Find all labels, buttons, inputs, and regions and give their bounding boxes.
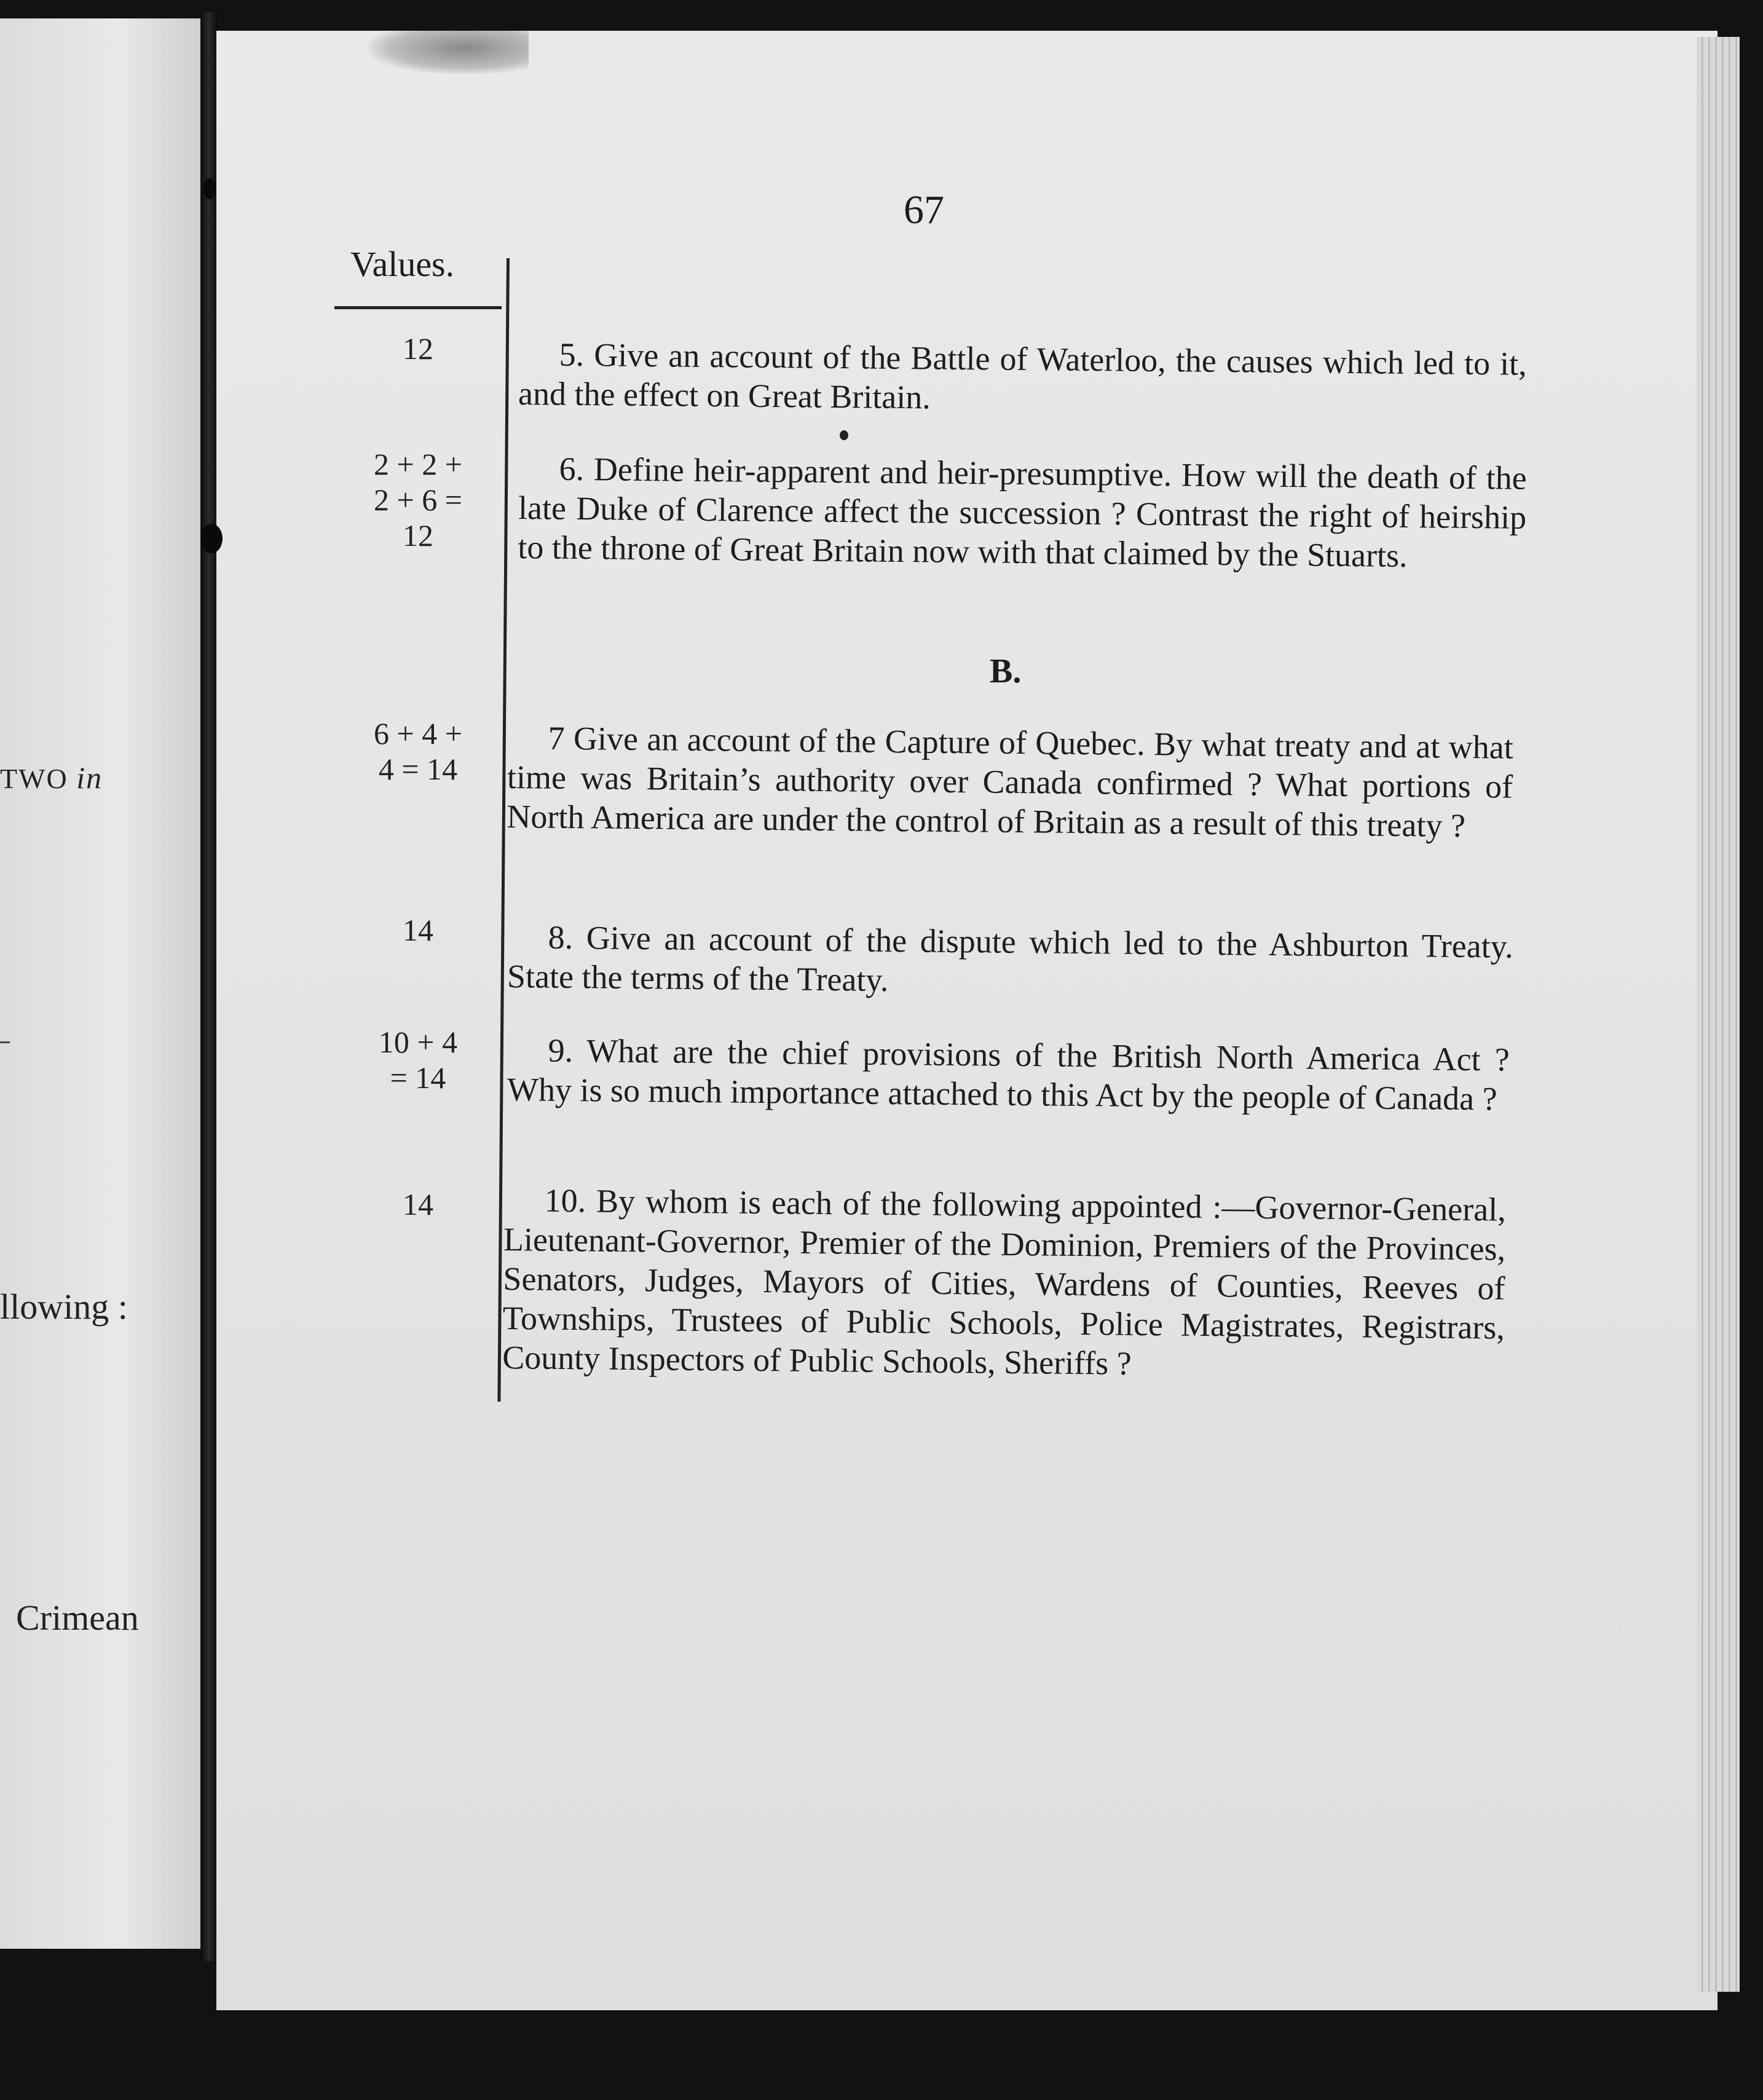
question-number: 8. bbox=[548, 918, 574, 957]
question-body: Give an account of the dispute which led to the Ashburton Treaty. State the terms of the Treaty. bbox=[507, 919, 1513, 998]
paper-stain bbox=[369, 31, 529, 74]
question-body: Give an account of the Battle of Waterloo, the causes which led to it, and the effect on Great Britain. bbox=[518, 336, 1527, 416]
question-value: 14 bbox=[403, 1187, 433, 1222]
question-value: 10 + 4 = 14 bbox=[378, 1025, 458, 1095]
question-value: 6 + 4 + 4 = 14 bbox=[374, 716, 462, 786]
question-body: By whom is each of the following appointed :—Governor-General, Lieutenant-Governor, Premier of the Dominion, Premiers of the Provinces, Senators, Judges, Mayors of Cities, Wardens of Counties, Reeves of Townships, Trustees of Public Schools, Police Magistrates, Registrars, County Inspectors of Public Schools, Sheriffs ? bbox=[502, 1182, 1506, 1382]
question-body: Give an account of the Capture of Quebec. By what treaty and at what time was Britain’s authority over Canada confirmed ? What portions of North America are under the control of Britain as a result of this treaty ? bbox=[507, 720, 1513, 844]
header-underline bbox=[334, 306, 502, 309]
question-number: 10. bbox=[544, 1182, 586, 1220]
left-page-edge bbox=[0, 18, 202, 1949]
page-stack-edge bbox=[1697, 37, 1740, 1992]
right-page bbox=[216, 31, 1718, 2010]
left-page-fragment-crimean: Crimean bbox=[16, 1598, 139, 1638]
left-page-fragment-following: llowing : bbox=[0, 1287, 128, 1327]
page-number: 67 bbox=[904, 188, 944, 232]
question-text bbox=[507, 917, 1513, 1006]
binding-hole-icon bbox=[203, 178, 216, 199]
question-body: Define heir-apparent and heir-presumptive. How will the death of the late Duke of Clarence affect the succession ? Contrast the right of heirship to the throne of Great Britain now with that claimed by the Stuarts. bbox=[518, 451, 1527, 574]
question-number: 9. bbox=[548, 1032, 574, 1070]
question-number: 6. bbox=[559, 450, 585, 488]
question-text bbox=[518, 334, 1527, 423]
question-number: 5. bbox=[559, 336, 585, 374]
binding-hole-icon bbox=[200, 524, 223, 553]
question-value: 2 + 2 + 2 + 6 = 12 bbox=[374, 447, 462, 553]
left-page-fragment-two: TWO in bbox=[0, 760, 103, 795]
question-value: 14 bbox=[403, 913, 433, 947]
question-value: 12 bbox=[403, 331, 433, 366]
book-gutter bbox=[200, 12, 218, 1961]
question-text bbox=[518, 449, 1527, 577]
question-text bbox=[502, 1180, 1506, 1387]
ink-speck bbox=[840, 430, 848, 440]
values-column-header: Values. bbox=[350, 244, 455, 284]
question-text bbox=[507, 1030, 1510, 1119]
question-text bbox=[507, 718, 1513, 846]
section-heading-b: B. bbox=[990, 652, 1022, 690]
question-number: 7 bbox=[548, 719, 565, 757]
question-body: What are the chief provisions of the British North America Act ? Why is so much importance attached to this Act by the people of Canada ? bbox=[507, 1032, 1510, 1118]
left-page-dash bbox=[0, 1041, 10, 1043]
